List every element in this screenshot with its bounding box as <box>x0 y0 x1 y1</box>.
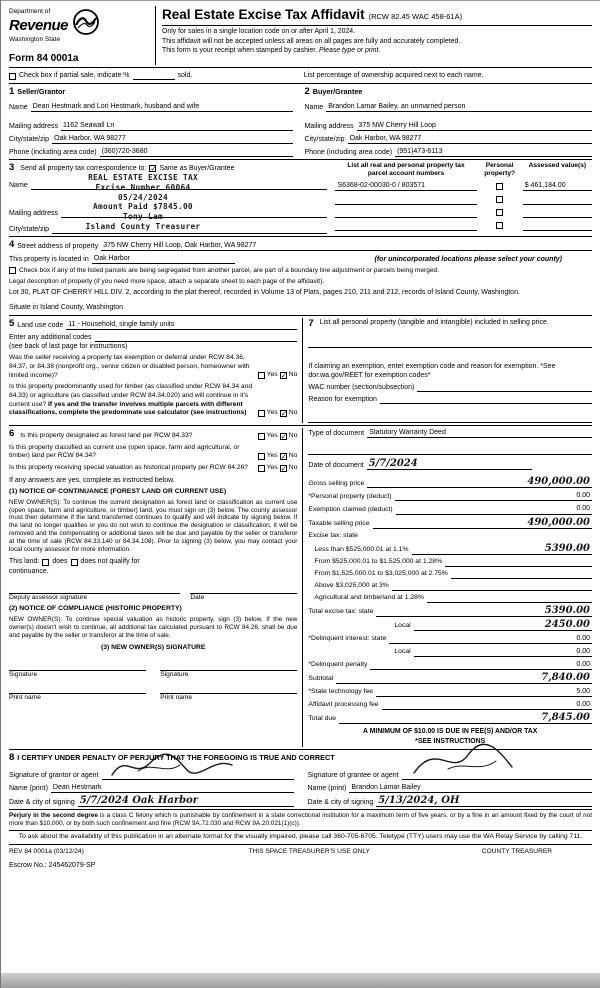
parcel-number-field[interactable] <box>335 209 476 218</box>
buyer-city-field[interactable]: Oak Harbor, WA 98277 <box>348 134 592 144</box>
exemption-claimed-label: Exemption claimed (deduct) <box>308 505 393 513</box>
subtotal-label: Subtotal <box>308 675 334 683</box>
ownership-note: List percentage of ownership acquired next to each name. <box>303 72 484 80</box>
deputy-date-field[interactable] <box>190 584 297 594</box>
delinquent-penalty-label: *Delinquent penalty <box>308 661 368 669</box>
land-does-not-checkbox[interactable] <box>71 559 78 566</box>
grantee-date-city-field[interactable]: 5/13/2024, OH <box>376 796 592 807</box>
new-owner-printname-field-1[interactable] <box>9 684 146 694</box>
historic-question: Is this property receiving special valuation as historical property per RCW 84.26? <box>9 464 249 472</box>
seller-city-field[interactable]: Oak Harbor, WA 98277 <box>52 134 292 144</box>
divider <box>9 159 592 160</box>
delinquent-interest-local-label: Local <box>394 647 411 655</box>
escrow-number: Escrow No.: 245462079-SP <box>9 861 96 869</box>
rev-number: REV 84 0001a (03/12/24) <box>9 848 84 856</box>
grantor-date-city-field[interactable]: 5/7/2024 Oak Harbor <box>78 796 294 807</box>
forest-land-question: Is this property designated as forest land per RCW 84.33? <box>20 431 193 439</box>
signature-label: Signature <box>9 671 38 679</box>
new-owner-signature-field-2[interactable] <box>160 661 297 671</box>
unincorporated-note: (for unincorporated locations please select your county) <box>374 256 562 264</box>
parcel-number-field[interactable] <box>335 222 476 231</box>
doc-type-extra-line[interactable] <box>308 445 592 455</box>
seller-name-field[interactable]: Dean Hestmark and Lori Hestmark, husband and wife <box>31 102 293 112</box>
form-number: Form 84 0001a <box>9 53 79 65</box>
yes-label: Yes <box>266 409 278 417</box>
personal-property-column <box>303 318 592 424</box>
s6-q3-no-checkbox[interactable]: ✓ <box>280 463 287 473</box>
grantor-date-city-label: Date & city of signing <box>9 799 75 807</box>
assessed-value-field[interactable]: $ 461,184.00 <box>523 181 592 191</box>
exemption-question: Was the seller receiving a property tax exemption or deferral under RCW 84.36, 84.37, or 84.38 (nonprofit org., senior citizen or disabled person, homeowner with limited income)? <box>9 354 250 379</box>
grantor-signature-label: Signature of grantor or agent <box>9 772 99 780</box>
rcw-reference: (RCW 82.45 WAC 458-61A) <box>368 12 463 21</box>
assessed-value-col-header: Assessed value(s) <box>528 162 587 170</box>
wac-number-label: WAC number (section/subsection) <box>308 384 415 392</box>
date-label: Date <box>190 593 205 601</box>
assessed-value-field[interactable] <box>523 196 592 205</box>
parcel-row <box>335 209 592 218</box>
yes-label: Yes <box>266 371 278 379</box>
does-not-label: does not qualify for <box>80 558 140 566</box>
situate-text: Situate in Island County, Washington <box>9 304 124 312</box>
parcel-row <box>335 181 592 191</box>
section-1-title: Seller/Grantor <box>17 87 66 97</box>
new-owner-signature-field-1[interactable] <box>9 661 146 671</box>
state-tech-fee-field[interactable]: 5.00 <box>376 687 592 697</box>
total-due-field[interactable]: 7,845.00 <box>339 713 592 724</box>
bracket-4-field[interactable] <box>392 582 592 591</box>
s5-q1-yes-checkbox[interactable] <box>258 372 265 379</box>
additional-codes-label: Enter any additional codes <box>9 333 92 341</box>
grantor-signature-field[interactable] <box>102 768 294 780</box>
taxable-selling-price-label: Taxable selling price <box>308 519 370 527</box>
corr-name-label: Name <box>9 181 28 189</box>
additional-codes-field[interactable] <box>95 333 298 342</box>
reason-exemption-extra-line[interactable] <box>308 413 592 423</box>
divider <box>9 83 592 84</box>
personal-property-checkbox[interactable] <box>496 183 503 190</box>
grantee-printname-field[interactable]: Brandon Lamar Bailey <box>349 783 592 793</box>
parcel-row <box>335 222 592 231</box>
subtotal-field[interactable]: 7,840.00 <box>336 673 592 684</box>
partial-sale-checkbox[interactable] <box>9 73 16 80</box>
doc-type-label: Type of document <box>308 430 365 438</box>
buyer-phone-field[interactable]: (951)473-6113 <box>395 147 592 157</box>
current-use-question: Is this property classified as current use (open space, farm and agricultural, or timber) land per RCW 84.34? <box>9 443 240 460</box>
section-2-number: 2 <box>304 86 310 98</box>
taxable-selling-price-field[interactable]: 490,000.00 <box>373 518 592 529</box>
parties-section <box>9 86 592 157</box>
gross-selling-price-field[interactable]: 490,000.00 <box>367 477 592 488</box>
reason-exemption-label: Reason for exemption <box>308 396 377 404</box>
no-label: No <box>288 452 298 460</box>
corr-mailing-label: Mailing address <box>9 209 59 217</box>
divider <box>9 315 592 316</box>
grantor-printname-label: Name (print) <box>9 785 48 793</box>
buyer-mailing-label: Mailing address <box>304 122 354 130</box>
county-treasurer-label: COUNTY TREASURER <box>481 848 552 856</box>
new-owner-printname-field-2[interactable] <box>160 684 297 694</box>
designation-column <box>9 428 303 747</box>
doc-date-label: Date of document <box>308 462 364 470</box>
see-instructions-note: *SEE INSTRUCTIONS <box>415 738 486 745</box>
personal-property-col-header: Personal property? <box>484 162 516 177</box>
page-title: Real Estate Excise Tax Affidavit <box>162 7 365 22</box>
bracket-1-field[interactable]: 5390.00 <box>412 544 592 555</box>
doc-date-field[interactable]: 5/7/2024 <box>367 459 532 470</box>
wac-number-field[interactable] <box>417 383 592 392</box>
minimum-due-note: A MINIMUM OF $10.00 IS DUE IN FEE(S) AND/OR TAX <box>363 728 538 736</box>
alternate-format-note: To ask about the availability of this publication in an alternate format for the visually impaired, please call 360-705-6705. Teletype (TTY) users may use the WA Relay Service by calling 711. <box>18 833 583 841</box>
section-6-number: 6 <box>9 428 15 440</box>
grantee-signature <box>408 747 518 781</box>
section-7-number: 7 <box>308 317 314 329</box>
seller-phone-label: Phone (including area code) <box>9 149 97 157</box>
local-tax-field[interactable]: 2450.00 <box>414 620 592 631</box>
seller-mailing-field[interactable]: 1162 Seawall Ln <box>61 121 292 131</box>
grantor-signature <box>108 751 238 781</box>
tax-computation-column <box>303 428 592 747</box>
grantee-signature-field[interactable] <box>402 768 592 780</box>
revenue-wordmark: Revenue <box>9 17 69 35</box>
header-note-2: This affidavit will not be accepted unless all areas on all pages are fully and accurately completed. <box>162 37 461 45</box>
bracket-2-label: From $525,000.01 to $1,525,000 at 1.28% <box>314 557 443 565</box>
signature-label: Signature <box>160 671 189 679</box>
scan-edge <box>1 973 600 988</box>
parcel-table <box>335 162 592 234</box>
parcel-row <box>335 195 592 204</box>
same-as-buyer-label: Same as Buyer/Grantee <box>159 164 235 172</box>
seller-name-label: Name <box>9 103 28 111</box>
no-label: No <box>288 431 298 439</box>
treasurer-use-only-label: THIS SPACE TREASURER'S USE ONLY <box>248 848 370 856</box>
parcel-col-header: List all real and personal property tax parcel account numbers <box>347 162 465 177</box>
land-use-code-label: Land use code <box>17 321 64 329</box>
seller-column <box>9 86 301 157</box>
seller-phone-field[interactable]: (360)720-3680 <box>100 147 293 157</box>
segregated-label: Check box if any of the listed parcels are being segregated from another parcel, are part of a boundary line adjustment or parcels being merged. <box>19 267 440 275</box>
local-tax-label: Local <box>394 621 411 629</box>
certification-section <box>9 752 592 807</box>
dor-wordmark <box>9 8 68 44</box>
section-3-number: 3 <box>9 162 15 174</box>
corr-city-label: City/state/zip <box>9 225 50 233</box>
notice-continuance-text: NEW OWNER(S): To continue the current designation as forest land or classification as current use (open space, farm and agriculture, or timber) land, you must sign on (3) below. The county assessor must then determine if the land transferred continues to qualify and will indicate by signing below. If the land no longer qualifies or you do not wish to continue the designation or classification, it will be removed and the compensating or additional taxes will be due and payable by the seller or transferor at the time of sale (RCW 84.33.140 or 84.34.108). Prior to signing (3) below, you may contact your local county assessor for more information. <box>9 498 298 553</box>
personal-property-checkbox[interactable] <box>496 222 503 229</box>
seller-city-label: City/state/zip <box>9 136 50 143</box>
total-due-label: Total due <box>308 715 336 723</box>
perjury-note: Perjury in the second degree is a class C felony which is punishable by confinement in a state correctional institution for a maximum term of five years, or by a fine in an amount fixed by the court of not more than $10,000, or by both such confinement and fine (RCW 9A.72.030 and RCW 9A.20.021(1)(c)). <box>9 812 592 828</box>
treasurer-stamp: REAL ESTATE EXCISE TAX Excise Number 60064 05/24/2024 Amount Paid $7845.00 Tony Lam Island County Treasurer <box>85 173 201 231</box>
buyer-city-label: City/state/zip <box>304 136 345 143</box>
divider <box>9 809 592 810</box>
no-label: No <box>288 371 298 379</box>
no-label: No <box>288 409 298 417</box>
bracket-3-field[interactable] <box>451 570 592 579</box>
s6-q2-yes-checkbox[interactable] <box>258 453 265 460</box>
section-2-title: Buyer/Grantee <box>312 87 363 97</box>
buyer-name-field[interactable]: Brandon Lamar Bailey, an unmarried person <box>326 102 592 112</box>
no-label: No <box>288 464 298 472</box>
s5-q1-no-checkbox[interactable]: ✓ <box>280 371 287 381</box>
grantor-printname-field[interactable]: Dean Hestmark <box>51 783 294 793</box>
timber-question: Is this property predominantly used for timber (as classified under RCW 84.34 and 84.33) or agriculture (as classified under RCW 84.34.020) and will continue in it's current use? If yes and the transfer involves multiple parcels with different classifications, complete the predominate use calculator (see instructions) <box>9 383 253 417</box>
land-does-checkbox[interactable] <box>42 559 49 566</box>
delinquent-penalty-field[interactable]: 0.00 <box>370 660 592 670</box>
delinquent-interest-local-field[interactable]: 0.00 <box>414 647 592 657</box>
print-name-label: Print name <box>160 693 193 701</box>
sold-label: sold. <box>177 72 193 80</box>
washington-state-label: Washington State <box>9 35 61 43</box>
divider <box>9 425 592 426</box>
bracket-2-field[interactable] <box>445 558 592 567</box>
parcel-number-field[interactable] <box>335 196 476 205</box>
buyer-mailing-field[interactable]: 375 NW Cherry Hill Loop <box>357 121 592 131</box>
assessed-value-field[interactable] <box>523 222 592 231</box>
certify-heading: I CERTIFY UNDER PENALTY OF PERJURY THAT THE FOREGOING IS TRUE AND CORRECT <box>17 753 335 763</box>
bracket-4-label: Above $3,025,000 at 3% <box>314 581 389 589</box>
designation-tax-row <box>9 428 592 747</box>
doc-type-field[interactable]: Statutory Warranty Deed <box>367 428 592 438</box>
personal-property-deduct-label: *Personal property (deduct) <box>308 492 392 500</box>
correspondence-section <box>9 162 592 234</box>
exemption-note: If claiming an exemption, enter exemption code and reason for exemption. *See dor.wa.gov/REET for exemption codes* <box>308 362 556 379</box>
header-note-1: Only for sales in a single location code on or after April 1, 2024. <box>162 27 356 35</box>
yes-label: Yes <box>266 464 278 472</box>
does-label: does <box>52 558 68 566</box>
continuance-label: continuance. <box>9 567 49 575</box>
grantee-printname-label: Name (print) <box>307 785 347 793</box>
parcel-number-field[interactable]: S6368-02-00030-0 / 803571 <box>335 181 476 191</box>
street-address-label: Street address of property <box>17 243 99 251</box>
personal-property-field[interactable] <box>308 338 592 348</box>
excise-tax-state-label: Excise tax: state <box>308 531 358 539</box>
header-note-3: This form is your receipt when stamped by cashier. Please type or print. <box>162 47 381 55</box>
personal-property-deduct-field[interactable]: 0.00 <box>395 491 592 501</box>
buyer-name-label: Name <box>304 103 324 111</box>
dept-of-label: Department of <box>9 8 51 15</box>
street-address-field[interactable]: 375 NW Cherry Hill Loop, Oak Harbor, WA 98277 <box>101 241 592 251</box>
grantee-date-city-label: Date & city of signing <box>307 799 374 807</box>
yes-label: Yes <box>266 431 278 439</box>
land-use-code-field[interactable]: 11 - Household, single family units <box>66 320 297 330</box>
yes-label: Yes <box>266 452 278 460</box>
section-8-number: 8 <box>9 751 15 763</box>
section-1-number: 1 <box>9 86 15 98</box>
reason-exemption-field[interactable] <box>380 395 592 404</box>
section-5-number: 5 <box>9 317 15 329</box>
if-yes-note: If any answers are yes, complete as instructed below. <box>9 476 175 484</box>
section-4-number: 4 <box>9 238 15 250</box>
exemption-claimed-field[interactable]: 0.00 <box>396 504 592 514</box>
this-land-label: This land: <box>9 558 40 566</box>
deputy-assessor-signature-field[interactable] <box>9 584 180 594</box>
personal-property-checkbox[interactable] <box>496 209 503 216</box>
print-name-label: Print name <box>9 693 41 701</box>
s6-q3-yes-checkbox[interactable] <box>258 465 265 472</box>
same-as-buyer-checkbox[interactable]: ✓ <box>150 163 157 173</box>
notice-continuance-heading: (1) NOTICE OF CONTINUANCE (FOREST LAND OR CURRENT USE) <box>9 487 227 495</box>
assessed-value-field[interactable] <box>523 209 592 218</box>
notice-compliance-text: NEW OWNER(S): To continue special valuation as historic property, sign (3) below. If the new owner(s) doesn't wish to continue, all additional tax calculated pursuant to RCW 84.26, shall be due and payable by the seller or transferor at the time of sale. <box>9 616 298 639</box>
seller-mailing-label: Mailing address <box>9 122 59 130</box>
segregated-checkbox[interactable] <box>9 267 16 274</box>
notice-compliance-heading: (2) NOTICE OF COMPLIANCE (HISTORIC PROPERTY) <box>9 605 182 613</box>
correspondence-intro: Send all property tax correspondence to: <box>20 164 147 172</box>
bracket-1-label: Less than $525,000.01 at 1.1% <box>314 545 409 553</box>
affidavit-fee-label: Affidavit processing fee <box>308 701 379 709</box>
state-tech-fee-label: *State technology fee <box>308 688 374 696</box>
legal-description-label: Legal description of property (if you need more space, attach a separate sheet to each page of the affidavit). <box>9 277 325 285</box>
agricultural-label: Agricultural and timberland at 1.28% <box>314 593 424 601</box>
divider <box>9 67 592 68</box>
total-excise-state-label: Total excise tax: state <box>308 607 374 615</box>
personal-property-intro: List all personal property (tangible and intangible) included in selling price. <box>319 318 549 326</box>
bracket-3-label: From $1,525,000.01 to $3,025,000 at 2.75% <box>314 569 448 577</box>
additional-codes-note: (see back of last page for instructions) <box>9 343 128 350</box>
delinquent-interest-state-field[interactable]: 0.00 <box>389 634 592 644</box>
grantee-signature-label: Signature of grantee or agent <box>307 772 399 780</box>
divider <box>9 844 592 845</box>
buyer-column <box>301 86 593 157</box>
s5-q2-yes-checkbox[interactable] <box>258 410 265 417</box>
footer-row <box>9 848 592 857</box>
total-excise-state-field[interactable]: 5390.00 <box>376 606 592 617</box>
deputy-assessor-label: Deputy assessor signature <box>9 593 88 601</box>
partial-sale-row <box>9 70 592 81</box>
s5-q2-no-checkbox[interactable]: ✓ <box>280 409 287 419</box>
partial-percent-field[interactable] <box>133 72 175 80</box>
located-in-label: This property is located in <box>9 256 89 264</box>
personal-property-checkbox[interactable] <box>496 196 503 203</box>
delinquent-interest-state-label: *Delinquent interest: state <box>308 634 387 642</box>
form-header <box>9 6 592 65</box>
landuse-column <box>9 318 303 424</box>
divider <box>9 236 592 237</box>
affidavit-fee-field[interactable]: 0.00 <box>382 700 592 710</box>
divider <box>9 830 592 831</box>
s6-q1-no-checkbox[interactable]: ✓ <box>280 431 287 441</box>
agricultural-field[interactable] <box>427 594 592 603</box>
landuse-personalprop-row <box>9 318 592 424</box>
s6-q1-yes-checkbox[interactable] <box>258 433 265 440</box>
s6-q2-no-checkbox[interactable]: ✓ <box>280 452 287 462</box>
partial-sale-label: Check box if partial sale, indicate % <box>19 72 130 80</box>
new-owners-signature-heading: (3) NEW OWNER(S) SIGNATURE <box>100 644 206 652</box>
gross-selling-price-label: Gross selling price <box>308 479 365 487</box>
located-in-field[interactable]: Oak Harbor <box>92 254 235 264</box>
property-section <box>9 239 592 313</box>
buyer-phone-label: Phone (including area code) <box>304 149 393 157</box>
legal-description-text: Lot 30, PLAT OF CHERRY HILL DIV. 2, according to the plat thereof, recorded in Volume 13 of Plats, pages 210, 211 and 212, records of Island County, Washington. <box>9 289 520 297</box>
dor-logo-icon <box>72 8 100 39</box>
